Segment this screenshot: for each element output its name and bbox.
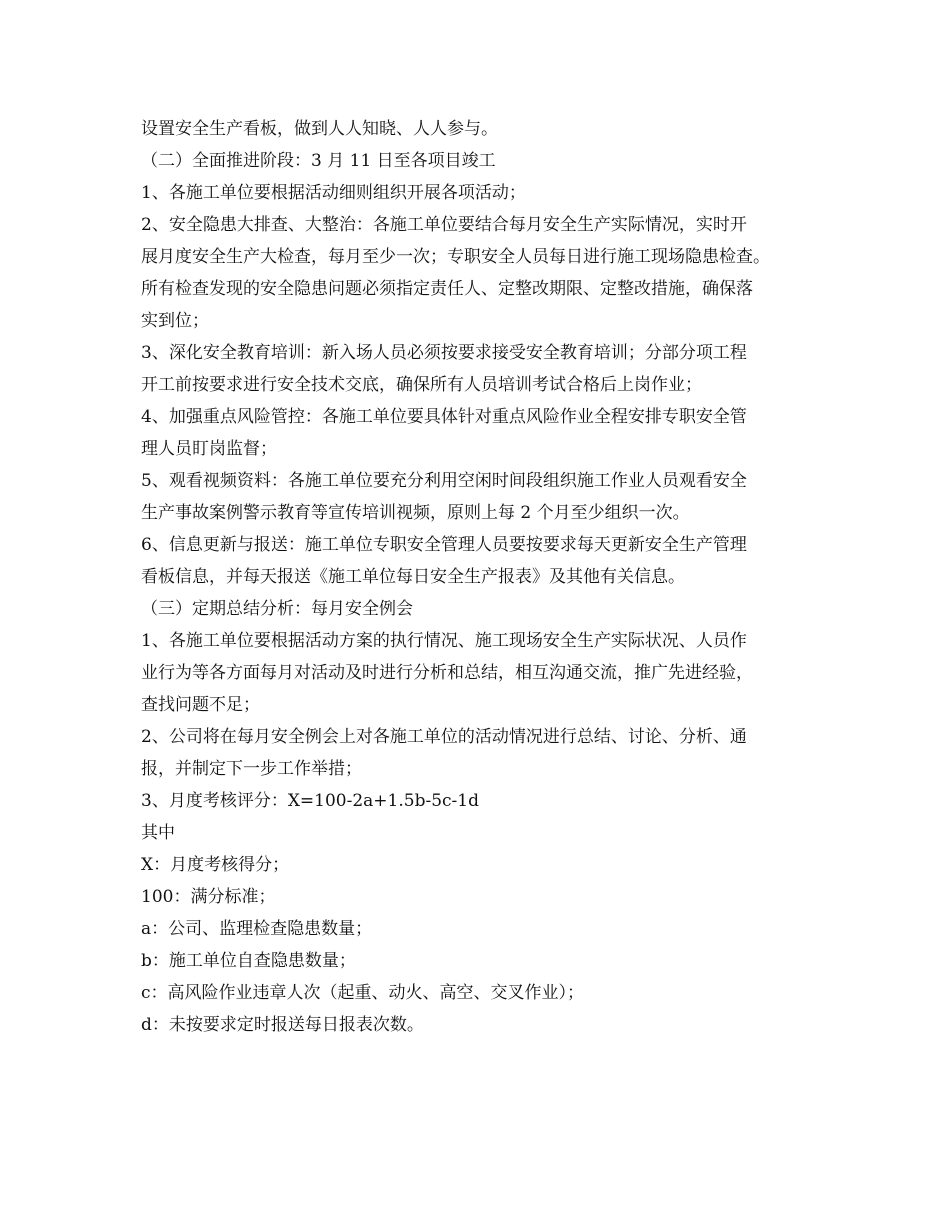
text-line: 业行为等各方面每月对活动及时进行分析和总结，相互沟通交流，推广先进经验， <box>141 663 753 683</box>
text-line: 生产事故案例警示教育等宣传培训视频，原则上每 2 个月至少组织一次。 <box>141 503 690 523</box>
text-line: 5、观看视频资料：各施工单位要充分利用空闲时间段组织施工作业人员观看安全 <box>141 471 747 491</box>
text-line: 展月度安全生产大检查，每月至少一次；专职安全人员每日进行施工现场隐患检查。 <box>141 247 770 267</box>
text-line: 2、公司将在每月安全例会上对各施工单位的活动情况进行总结、讨论、分析、通 <box>141 727 747 747</box>
text-line: 其中 <box>141 823 175 843</box>
section-heading: （三）定期总结分析：每月安全例会 <box>141 599 413 619</box>
text-line: 4、加强重点风险管控：各施工单位要具体针对重点风险作业全程安排专职安全管 <box>141 407 747 427</box>
text-line: 所有检查发现的安全隐患问题必须指定责任人、定整改期限、定整改措施，确保落 <box>141 279 753 299</box>
text-line: 报，并制定下一步工作举措； <box>141 759 362 779</box>
text-line: 实到位； <box>141 311 209 331</box>
definition-line: d：未按要求定时报送每日报表次数。 <box>141 1015 424 1035</box>
definition-line: X：月度考核得分； <box>141 855 290 875</box>
text-line: 1、各施工单位要根据活动方案的执行情况、施工现场安全生产实际状况、人员作 <box>141 631 747 651</box>
document-body <box>141 113 821 1041</box>
text-line: 查找问题不足； <box>141 695 260 715</box>
section-heading: （二）全面推进阶段：3 月 11 日至各项目竣工 <box>141 151 496 171</box>
text-line: 开工前按要求进行安全技术交底，确保所有人员培训考试合格后上岗作业； <box>141 375 702 395</box>
definition-line: 100：满分标准； <box>141 887 276 907</box>
text-line: 3、深化安全教育培训：新入场人员必须按要求接受安全教育培训；分部分项工程 <box>141 343 747 363</box>
text-line: 理人员盯岗监督； <box>141 439 277 459</box>
definition-line: c：高风险作业违章人次（起重、动火、高空、交叉作业）； <box>141 983 585 1003</box>
definition-line: b：施工单位自查隐患数量； <box>141 951 356 971</box>
definition-line: a：公司、监理检查隐患数量； <box>141 919 373 939</box>
formula-line: 3、月度考核评分：X=100-2a+1.5b-5c-1d <box>141 791 479 811</box>
text-line: 看板信息，并每天报送《施工单位每日安全生产报表》及其他有关信息。 <box>141 567 685 587</box>
text-line: 2、安全隐患大排查、大整治：各施工单位要结合每月安全生产实际情况，实时开 <box>141 215 747 235</box>
text-line: 设置安全生产看板，做到人人知晓、人人参与。 <box>141 119 498 139</box>
text-line: 1、各施工单位要根据活动细则组织开展各项活动； <box>141 183 526 203</box>
text-line: 6、信息更新与报送：施工单位专职安全管理人员要按要求每天更新安全生产管理 <box>141 535 747 555</box>
